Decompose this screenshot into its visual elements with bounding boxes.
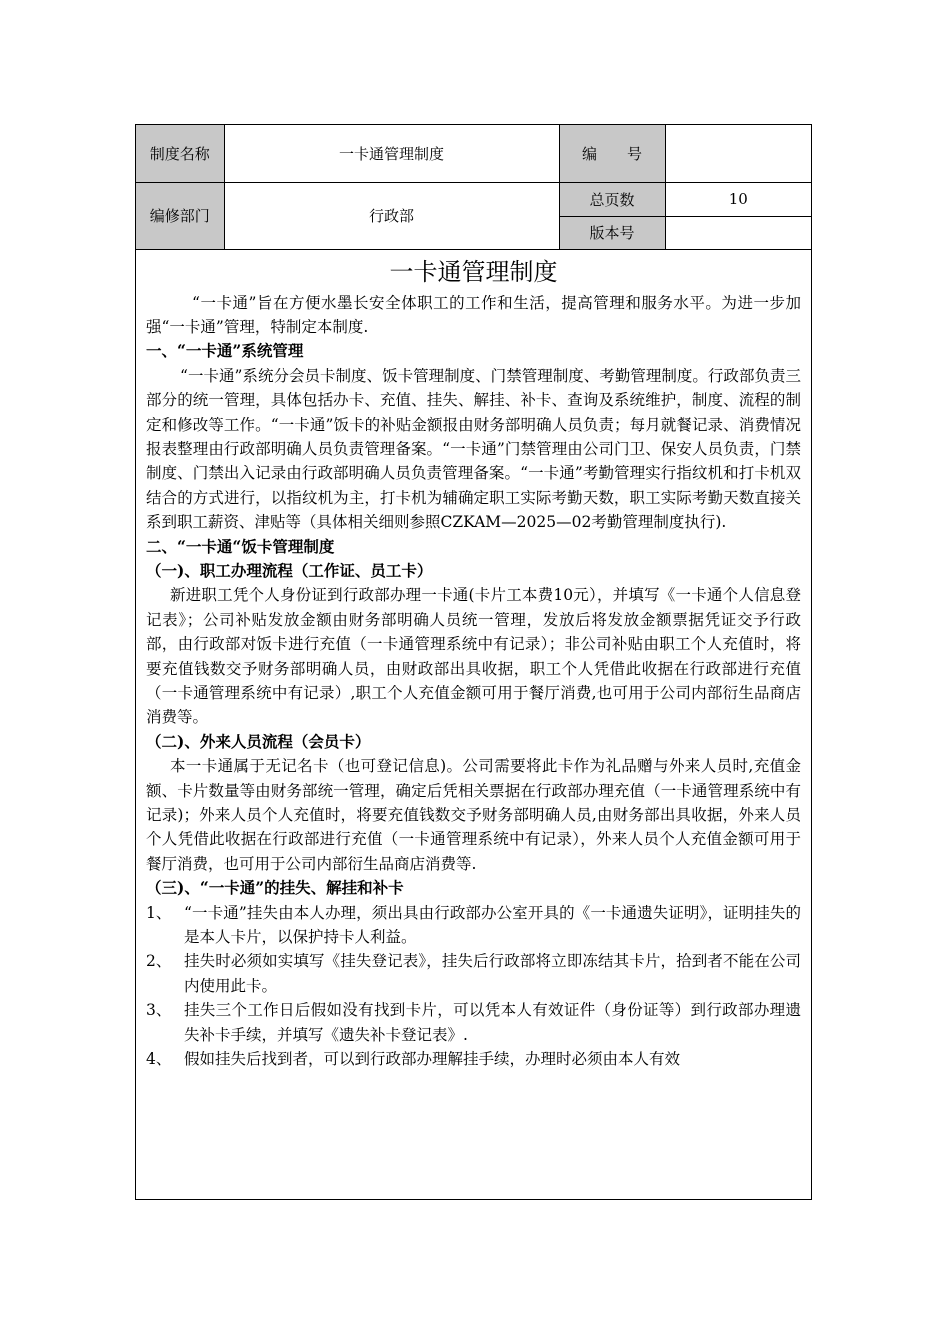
version-label: 版本号 xyxy=(559,216,665,249)
name-value: 一卡通管理制度 xyxy=(224,125,559,182)
name-label: 制度名称 xyxy=(136,125,224,182)
list-item-number: 2、 xyxy=(146,952,172,971)
pages-label: 总页数 xyxy=(559,182,665,216)
section2-1-paragraph: 新进职工凭个人身份证到行政部办理一卡通(卡片工本费10元），并填写《一卡通个人信息登记表》；公司补贴发放金额由财务部明确人员统一管理，发放后将发放金额票据凭证交予行政部，由行政部对饭卡进行充值（一卡通管理系统中有记录）；非公司补贴由职工个人充值时，将要充值钱数交予财务部明确人员，由财政部出具收据，职工个人凭借此收据在行政部进行充值（一卡通管理系统中有记录）,职工个人充值金额可用于餐厅消费,也可用于公司内部衍生品商店消费等。 xyxy=(146,586,801,727)
section2-2-heading: （二)、外来人员流程（会员卡） xyxy=(146,731,371,751)
list-item xyxy=(146,901,801,950)
list-item-number: 4、 xyxy=(146,1050,172,1069)
section1-paragraph: “一卡通”系统分会员卡制度、饭卡管理制度、门禁管理制度、考勤管理制度。行政部负责三部分的统一管理，具体包括办卡、充值、挂失、解挂、补卡、查询及系统维护，制度、流程的制定和修改等工作。“一卡通”饭卡的补贴金额报由财务部明确人员负责；每月就餐记录、消费情况报表整理由行政部明确人员负责管理备案。“一卡通”门禁管理由公司门卫、保安人员负责，门禁制度、门禁出入记录由行政部明确人员负责管理备案。“一卡通”考勤管理实行指纹机和打卡机双结合的方式进行，以指纹机为主，打卡机为辅确定职工实际考勤天数，职工实际考勤天数直接关系到职工薪资、津贴等（具体相关细则参照CZKAM—2025—02考勤管理制度执行). xyxy=(146,366,801,532)
list-item-number: 3、 xyxy=(146,1001,172,1020)
list-item xyxy=(146,949,801,998)
list-item-text: 挂失时必须如实填写《挂失登记表》，挂失后行政部将立即冻结其卡片，拾到者不能在公司内使用此卡。 xyxy=(184,952,801,995)
document-body xyxy=(136,253,811,1072)
section1-heading: 一、“一卡通”系统管理 xyxy=(146,341,304,361)
intro-paragraph: “一卡通”旨在方便水墨长安全体职工的工作和生活，提高管理和服务水平。为进一步加强“一卡通”管理，特制定本制度. xyxy=(146,293,801,336)
list-item-text: 假如挂失后找到者，可以到行政部办理解挂手续，办理时必须由本人有效 xyxy=(184,1050,681,1069)
section2-1-heading: （一)、职工办理流程（工作证、员工卡） xyxy=(146,560,433,580)
number-label: 编 号 xyxy=(559,125,665,182)
number-value xyxy=(665,125,811,182)
dept-label: 编修部门 xyxy=(136,182,224,249)
version-value xyxy=(665,216,811,249)
document-sheet xyxy=(135,124,812,1200)
section2-3-heading: （三)、“一卡通”的挂失、解挂和补卡 xyxy=(146,878,404,898)
section2-2-paragraph: 本一卡通属于无记名卡（也可登记信息)。公司需要将此卡作为礼品赠与外来人员时,充值金额、卡片数量等由财务部统一管理，确定后凭相关票据在行政部办理充值（一卡通管理系统中有记录)；外来人员个人充值时，将要充值钱数交予财务部明确人员,由财务部出具收据，外来人员个人凭借此收据在行政部进行充值（一卡通管理系统中有记录），外来人员个人充值金额可用于餐厅消费，也可用于公司内部衍生品商店消费等. xyxy=(146,757,801,873)
list-item-number: 1、 xyxy=(146,903,172,922)
document-title: 一卡通管理制度 xyxy=(389,257,558,286)
section2-heading: 二、“一卡通“饭卡管理制度 xyxy=(146,536,335,556)
header-table xyxy=(136,125,811,250)
dept-value: 行政部 xyxy=(224,182,559,249)
list-item-text: “一卡通”挂失由本人办理，须出具由行政部办公室开具的《一卡通遗失证明》，证明挂失的是本人卡片，以保护持卡人利益。 xyxy=(184,903,801,947)
list-item xyxy=(146,998,801,1047)
list-item xyxy=(146,1047,801,1071)
pages-value: 10 xyxy=(665,182,811,216)
list-item-text: 挂失三个工作日后假如没有找到卡片，可以凭本人有效证件（身份证等）到行政部办理遗失补卡手续，并填写《遗失补卡登记表》. xyxy=(184,1001,801,1044)
